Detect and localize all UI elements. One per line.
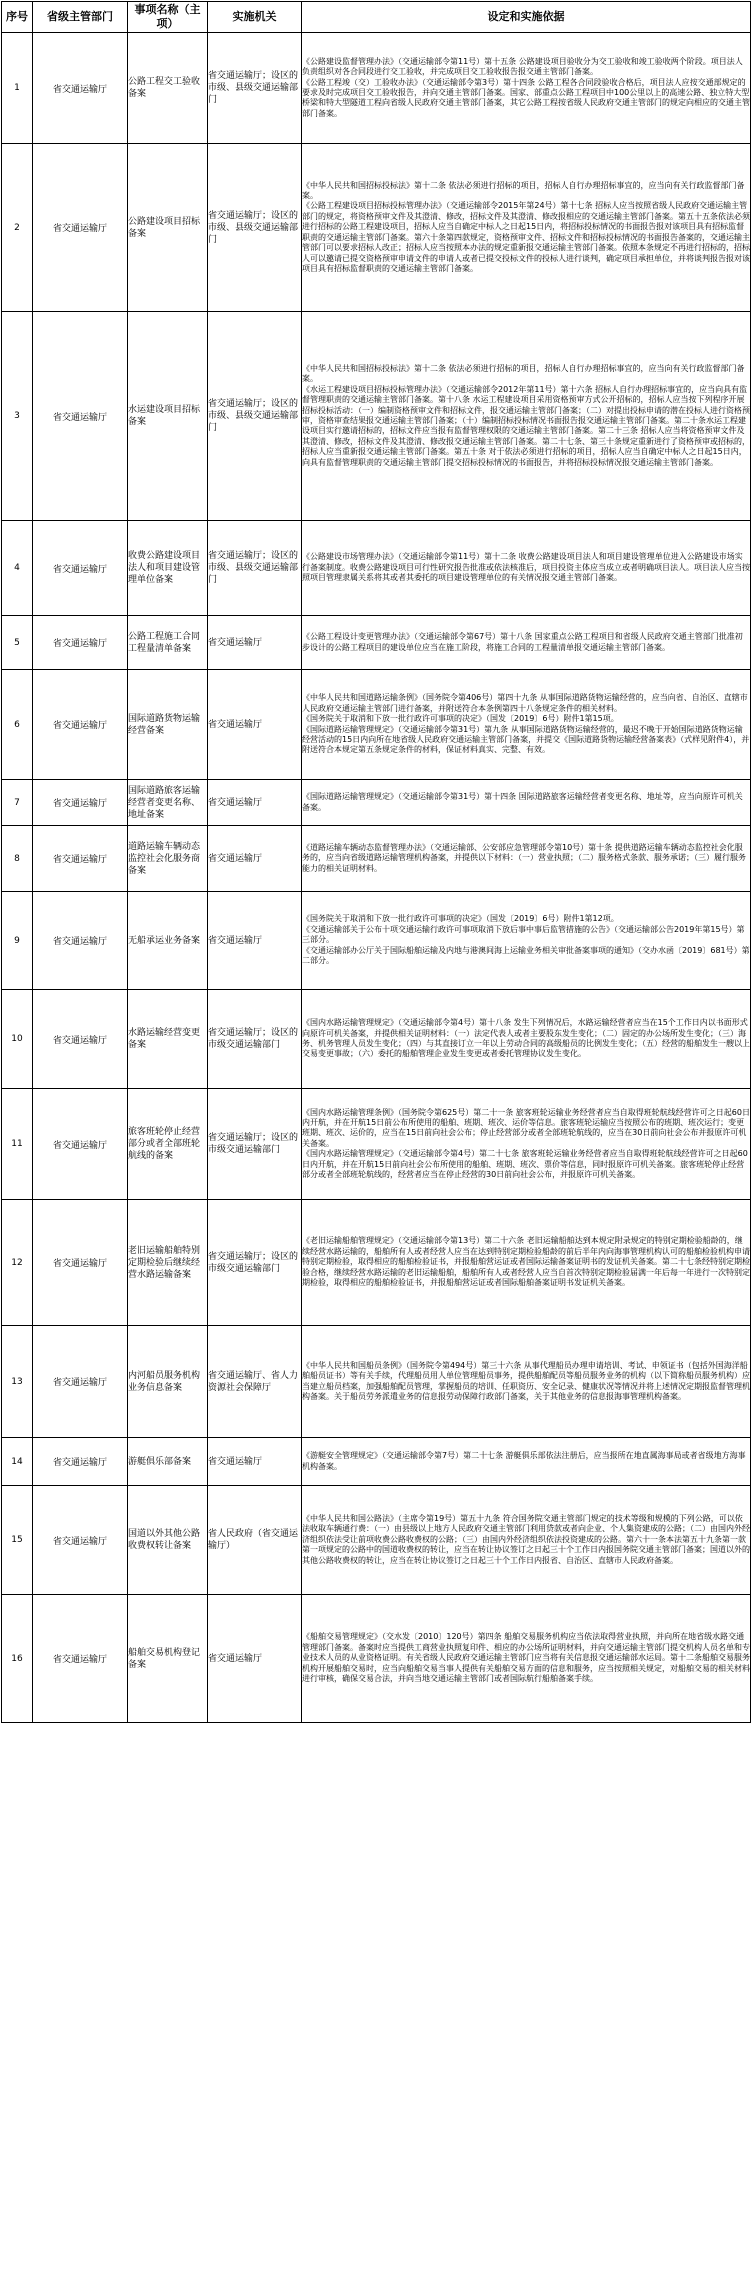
row-item-name: 公路工程交工验收备案 — [128, 33, 208, 144]
row-department: 省交通运输厅 — [33, 1089, 128, 1200]
row-number: 12 — [2, 1200, 33, 1326]
row-implementing-org: 省交通运输厅；设区的市级、县级交通运输部门 — [208, 312, 302, 521]
table-row — [2, 990, 751, 1089]
table-row — [2, 670, 751, 780]
basis-paragraph: 《中华人民共和国招标投标法》第十二条 依法必须进行招标的项目，招标人自行办理招标事宜的，应当向有关行政监督部门备案。 — [302, 180, 745, 201]
row-implementing-org: 省交通运输厅；设区的市级交通运输部门 — [208, 1200, 302, 1326]
row-implementing-org: 省交通运输厅 — [208, 1595, 302, 1723]
table-row — [2, 521, 751, 616]
row-department: 省交通运输厅 — [33, 670, 128, 780]
row-item-name: 水运建设项目招标备案 — [128, 312, 208, 521]
header-item: 事项名称（主项） — [128, 2, 208, 33]
table-row — [2, 1595, 751, 1723]
header-no: 序号 — [2, 2, 33, 33]
row-implementing-org: 省交通运输厅 — [208, 670, 302, 780]
table-row — [2, 1089, 751, 1200]
basis-paragraph: 《公路工程竣（交）工验收办法》（交通运输部令第3号）第十四条 公路工程各合同段验收合格后，项目法人应按交通部规定的要求及时完成项目交工验收报告，并向交通主管部门备案。国家、部重点公路工程项目中100公里以上的高速公路、独立特大型桥梁和特大型隧道工程向省级人民政府交通主管部门备案，其它公路工程按省级人民政府交通主管部门的规定向相应的交通主管部门备案。 — [302, 77, 750, 118]
row-item-name: 国际道路旅客运输经营者变更名称、地址备案 — [128, 780, 208, 826]
row-implementing-org: 省交通运输厅、省人力资源社会保障厅 — [208, 1326, 302, 1438]
row-department: 省交通运输厅 — [33, 892, 128, 990]
row-implementing-org: 省人民政府（省交通运输厅） — [208, 1486, 302, 1595]
row-number: 15 — [2, 1486, 33, 1595]
row-legal-basis — [302, 144, 751, 312]
basis-paragraph: 《国内水路运输管理规定》（交通运输部令第4号）第十八条 发生下列情况后，水路运输经营者应当在15个工作日内以书面形式向原许可机关备案，并提供相关证明材料：（一）法定代表人或者主要股东发生变化；（二）固定的办公场所发生变化；（三）海务、机务管理人员发生变化；（四）与其直接订立一年以上劳动合同的高级船员的比例发生变化；（五）经营的船舶发生一艘以上交易变更事故；（六）委托的船舶管理企业发生变更或者委托管理协议发生变化。 — [302, 1018, 750, 1059]
row-number: 13 — [2, 1326, 33, 1438]
row-legal-basis — [302, 826, 751, 892]
basis-paragraph: 《水运工程建设项目招标投标管理办法》（交通运输部令2012年第11号）第十六条 招标人自行办理招标事宜的，应当向具有监督管理职责的交通运输主管部门备案。第十八条 水运工程建设项目采用资格预审方式公开招标的，招标人应当按下列程序开展招标投标活动：（一）编制资格预审文件和招标文件，报交通运输主管部门备案；（二）对提出投标申请的潜在投标人进行资格预审，资格审查结果报交通运输主管部门备案；（十）编制招标投标情况书面报告报交通运输主管部门备案。第二十条水运工程建设项目实行邀请招标的，招标文件应当报有监督管理权限的交通运输主管部门备案。第二十三条 招标人应当将资格预审文件及其澄清、修改，招标文件及其澄清、修改报交通运输主管部门备案。第二十七条、第三十条规定重新进行了资格预审或招标的，招标人应当重新报交通运输主管部门备案。第五十条 对于依法必须进行招标的项目，招标人应当自确定中标人之日起15日内，向具有监督管理职责的交通运输主管部门提交招标投标情况的书面报告，并将招标投标情况报交通运输主管部门备案。 — [302, 384, 750, 467]
row-item-name: 国际道路货物运输经营备案 — [128, 670, 208, 780]
basis-paragraph: 《中华人民共和国船员条例》（国务院令第494号）第三十六条 从事代理船员办理申请培训、考试、申领证书（包括外国海洋船舶船员证书）等有关手续，代理船员用人单位管理船员事务，提供船舶配员等船员服务业务的机构（以下简称船员服务机构）应当建立船员档案，加强船舶配员管理，掌握船员的培训、任职资历、安全记录、健康状况等情况并将上述情况定期报监督管理机构备案。关于船员劳务派遣业务的信息报劳动保障行政部门备案，关于其他业务的信息报海事管理机构备案。 — [302, 1360, 750, 1401]
table-row — [2, 1438, 751, 1486]
table-header-row — [2, 2, 751, 33]
row-department: 省交通运输厅 — [33, 33, 128, 144]
row-implementing-org: 省交通运输厅；设区的市级、县级交通运输部门 — [208, 521, 302, 616]
basis-paragraph: 《国内水路运输管理规定》（交通运输部令第4号）第二十七条 旅客班轮运输业务经营者应当自取得班轮航线经营许可之日起60日内开航，并在开航15日前向社会公布所使用的船舶、班期、班次、票价等信息，同时报原许可机关备案。旅客班轮停止经营部分或者全部班轮航线的，经营者应当在停止经营的30日前向社会公布，并报原许可机关备案。 — [302, 1149, 748, 1180]
header-basis: 设定和实施依据 — [302, 2, 751, 33]
row-legal-basis — [302, 312, 751, 521]
row-item-name: 公路工程施工合同工程量清单备案 — [128, 616, 208, 670]
row-item-name: 船舶交易机构登记备案 — [128, 1595, 208, 1723]
row-item-name: 道路运输车辆动态监控社会化服务商备案 — [128, 826, 208, 892]
row-legal-basis — [302, 990, 751, 1089]
row-legal-basis — [302, 892, 751, 990]
row-department: 省交通运输厅 — [33, 1200, 128, 1326]
row-legal-basis — [302, 616, 751, 670]
table-row — [2, 144, 751, 312]
row-implementing-org: 省交通运输厅 — [208, 616, 302, 670]
basis-paragraph: 《道路运输车辆动态监督管理办法》（交通运输部、公安部应急管理部令第10号）第十条 提供道路运输车辆动态监控社会化服务的，应当向省级道路运输管理机构备案，并提供以下材料：（一）营业执照；（二）服务格式条款、服务承诺；（三）履行服务能力的相关证明材料。 — [302, 842, 746, 873]
row-department: 省交通运输厅 — [33, 312, 128, 521]
basis-paragraph: 《游艇安全管理规定》（交通运输部令第7号）第二十七条 游艇俱乐部依法注册后，应当报所在地直属海事局或者省级地方海事机构备案。 — [302, 1451, 746, 1471]
row-legal-basis — [302, 1326, 751, 1438]
basis-paragraph: 《公路工程建设项目招标投标管理办法》（交通运输部令2015年第24号）第十七条 招标人应当按照省级人民政府交通运输主管部门的规定，将资格预审文件及其澄清、修改，招标文件及其澄清、修改报相应的交通运输主管部门备案。第五十五条依法必须进行招标的公路工程建设项目，招标人应当自确定中标人之日起15日内，将招标投标情况的书面报告报对该项目具有招标监督职责的交通运输主管部门备案。第六十条第四款规定，资格预审文件、招标文件和招标投标情况的书面报告备案的，交通运输主管部门可以要求招标人改正；招标人应当按照本办法的规定重新报交通运输主管部门备案。依照本条规定不再进行招标的，招标人可以邀请已提交资格预审申请文件的申请人或者已提交投标文件的投标人进行谈判，确定项目承担单位，并将谈判报告报对该项目具有招标监督职责的交通运输主管部门备案。 — [302, 201, 750, 273]
row-legal-basis — [302, 1089, 751, 1200]
row-department: 省交通运输厅 — [33, 780, 128, 826]
basis-paragraph: 《交通运输部办公厅关于国际船舶运输及内地与港澳间海上运输业务相关审批备案事项的通知》（交办水函〔2019〕681号）第二部分。 — [302, 945, 750, 966]
row-implementing-org: 省交通运输厅 — [208, 1438, 302, 1486]
row-item-name: 旅客班轮停止经营部分或者全部班轮航线的备案 — [128, 1089, 208, 1200]
table-row — [2, 826, 751, 892]
row-item-name: 老旧运输船舶特别定期检验后继续经营水路运输备案 — [128, 1200, 208, 1326]
basis-paragraph: 《老旧运输船舶管理规定》（交通运输部令第13号）第二十六条 老旧运输船舶达到本规定附录规定的特别定期检验船龄的，继续经营水路运输的，船舶所有人或者经营人应当在达到特别定期检验船龄的前后半年内向海事管理机构认可的船舶检验机构申请特别定期检验，取得相应的船舶检验证书，并报船舶营运证或者国际运输备案证明书的发证机关备案。第二十七条经特别定期检验合格，继续经营水路运输的老旧运输船舶，船舶所有人或者经营人应当自首次特别定期检验届满一年后每一年进行一次特别定期检验，取得相应的船舶检验证书，并报船舶营运证或者国际船舶备案证明书发证机关备案。 — [302, 1236, 750, 1288]
row-number: 9 — [2, 892, 33, 990]
table-row — [2, 780, 751, 826]
row-department: 省交通运输厅 — [33, 144, 128, 312]
table-row — [2, 1486, 751, 1595]
row-department: 省交通运输厅 — [33, 1326, 128, 1438]
row-implementing-org: 省交通运输厅 — [208, 826, 302, 892]
row-number: 8 — [2, 826, 33, 892]
row-number: 3 — [2, 312, 33, 521]
row-legal-basis — [302, 1486, 751, 1595]
table-row — [2, 1326, 751, 1438]
basis-paragraph: 《中华人民共和国道路运输条例》（国务院令第406号）第四十九条 从事国际道路货物运输经营的，应当向省、自治区、直辖市人民政府交通运输主管部门进行备案，并附送符合本条例第四十八条规定条件的相关材料。 — [302, 693, 748, 713]
basis-paragraph: 《公路建设监督管理办法》（交通运输部令第11号）第十五条 公路建设项目验收分为交工验收和竣工验收两个阶段。项目法人负责组织对各合同段进行交工验收，并完成项目交工验收报告报交通主管部门备案。 — [302, 56, 743, 77]
row-implementing-org: 省交通运输厅；设区的市级、县级交通运输部门 — [208, 33, 302, 144]
row-legal-basis — [302, 780, 751, 826]
header-dept: 省级主管部门 — [33, 2, 128, 33]
row-number: 14 — [2, 1438, 33, 1486]
row-item-name: 公路建设项目招标备案 — [128, 144, 208, 312]
table-row — [2, 1200, 751, 1326]
basis-paragraph: 《交通运输部关于公布十项交通运输行政许可事项取消下放后事中事后监管措施的公告》（交通运输部公告2019年第15号）第三部分。 — [302, 924, 745, 945]
row-number: 4 — [2, 521, 33, 616]
row-number: 7 — [2, 780, 33, 826]
row-department: 省交通运输厅 — [33, 990, 128, 1089]
row-number: 2 — [2, 144, 33, 312]
row-item-name: 国道以外其他公路收费权转让备案 — [128, 1486, 208, 1595]
basis-paragraph: 《船舶交易管理规定》（交水发〔2010〕120号）第四条 船舶交易服务机构应当依法取得营业执照，并向所在地省级水路交通管理部门备案。备案时应当提供工商营业执照复印件、相应的办公场所证明材料，并向交通运输主管部门提交机构人员名单和专业技术人员的从业资格证明。有关省级人民政府交通运输主管部门应当将有关信息报交通运输部水运局。第十二条船舶交易服务机构开展船舶交易时，应当向船舶交易当事人提供有关船舶交易方面的信息和服务，应当按照相关规定，对船舶交易的相关材料进行审核，确保交易合法，并向当地交通运输主管部门或者国际航行船舶备案手续。 — [302, 1632, 750, 1684]
row-item-name: 收费公路建设项目法人和项目建设管理单位备案 — [128, 521, 208, 616]
basis-paragraph: 《公路建设市场管理办法》（交通运输部令第11号）第十二条 收费公路建设项目法人和项目建设管理单位进入公路建设市场实行备案制度。收费公路建设项目可行性研究报告批准或依法核准后，项目投资主体应当成立或者明确项目法人。项目法人应当按照项目管理隶属关系将其或者其委托的项目建设管理单位的有关情况报交通主管部门备案。 — [302, 552, 750, 583]
row-item-name: 水路运输经营变更备案 — [128, 990, 208, 1089]
row-number: 6 — [2, 670, 33, 780]
row-legal-basis — [302, 1438, 751, 1486]
basis-paragraph: 《中华人民共和国招标投标法》第十二条 依法必须进行招标的项目，招标人自行办理招标事宜的，应当向有关行政监督部门备案。 — [302, 363, 745, 384]
row-item-name: 无船承运业务备案 — [128, 892, 208, 990]
basis-paragraph: 《中华人民共和国公路法》（主席令第19号）第五十九条 符合国务院交通主管部门规定的技术等级和规模的下列公路，可以依法收取车辆通行费：（一）由县级以上地方人民政府交通主管部门利用贷款或者向企业、个人集资建成的公路；（二）由国内外经济组织依法受让前项收费公路收费权的公路；（三）由国内外经济组织依法投资建成的公路。第六十一条本法第五十九条第一款第一项规定的公路中的国道收费权的转让，应当在转让协议签订之日起三十个工作日内报国务院交通主管部门备案；国道以外的其他公路收费权的转让，应当在转让协议签订之日起三十个工作日内报省、自治区、直辖市人民政府备案。 — [302, 1513, 750, 1565]
table-row — [2, 616, 751, 670]
row-legal-basis — [302, 1200, 751, 1326]
row-number: 5 — [2, 616, 33, 670]
row-implementing-org: 省交通运输厅 — [208, 780, 302, 826]
table-row — [2, 892, 751, 990]
row-legal-basis — [302, 521, 751, 616]
basis-paragraph: 《国务院关于取消和下放一批行政许可事项的决定》（国发〔2019〕6号）附件1第12项。 — [302, 914, 619, 924]
row-number: 1 — [2, 33, 33, 144]
table-row — [2, 312, 751, 521]
row-legal-basis — [302, 670, 751, 780]
row-implementing-org: 省交通运输厅；设区的市级交通运输部门 — [208, 990, 302, 1089]
header-org: 实施机关 — [208, 2, 302, 33]
row-legal-basis — [302, 33, 751, 144]
basis-paragraph: 《国务院关于取消和下放一批行政许可事项的决定》（国发〔2019〕6号）附件1第15项。 — [302, 714, 619, 724]
row-number: 11 — [2, 1089, 33, 1200]
row-department: 省交通运输厅 — [33, 826, 128, 892]
row-item-name: 游艇俱乐部备案 — [128, 1438, 208, 1486]
basis-paragraph: 《公路工程设计变更管理办法》（交通运输部令第67号）第十八条 国家重点公路工程项目和省级人民政府交通主管部门批准初步设计的公路工程项目的建设单位应当在施工阶段，将施工合同的工程量清单报交通运输主管部门备案。 — [302, 632, 743, 652]
row-department: 省交通运输厅 — [33, 521, 128, 616]
row-department: 省交通运输厅 — [33, 1486, 128, 1595]
table-row — [2, 33, 751, 144]
row-department: 省交通运输厅 — [33, 616, 128, 670]
basis-paragraph: 《国际道路运输管理规定》（交通运输部令第31号）第九条 从事国际道路货物运输经营的，最迟不晚于开始国际道路货物运输经营活动的15日内向所在地省级人民政府交通运输主管部门备案，并提交《国际道路货物运输经营备案表》（式样见附件4），并附送符合本规定第五条规定条件的材料，保证材料真实、完整、有效。 — [302, 724, 750, 755]
row-department: 省交通运输厅 — [33, 1595, 128, 1723]
row-department: 省交通运输厅 — [33, 1438, 128, 1486]
basis-paragraph: 《国际道路运输管理规定》（交通运输部令第31号）第十四条 国际道路旅客运输经营者变更名称、地址等，应当向原许可机关备案。 — [302, 792, 743, 812]
row-implementing-org: 省交通运输厅；设区的市级交通运输部门 — [208, 1089, 302, 1200]
basis-paragraph: 《国内水路运输管理条例》（国务院令第625号）第二十一条 旅客班轮运输业务经营者应当自取得班轮航线经营许可之日起60日内开航，并在开航15日前公布所使用的船舶、班期、班次、运价等信息。旅客班轮运输应当按照公布的班期、班次运行；变更班期、班次、运价的，应当在15日前向社会公布；停止经营部分或者全部班轮航线的，应当在30日前向社会公布并报原许可机关备案。 — [302, 1107, 750, 1148]
row-implementing-org: 省交通运输厅 — [208, 892, 302, 990]
row-number: 16 — [2, 1595, 33, 1723]
row-legal-basis — [302, 1595, 751, 1723]
row-number: 10 — [2, 990, 33, 1089]
row-implementing-org: 省交通运输厅；设区的市级、县级交通运输部门 — [208, 144, 302, 312]
row-item-name: 内河船员服务机构业务信息备案 — [128, 1326, 208, 1438]
filing-items-table — [1, 1, 751, 1723]
